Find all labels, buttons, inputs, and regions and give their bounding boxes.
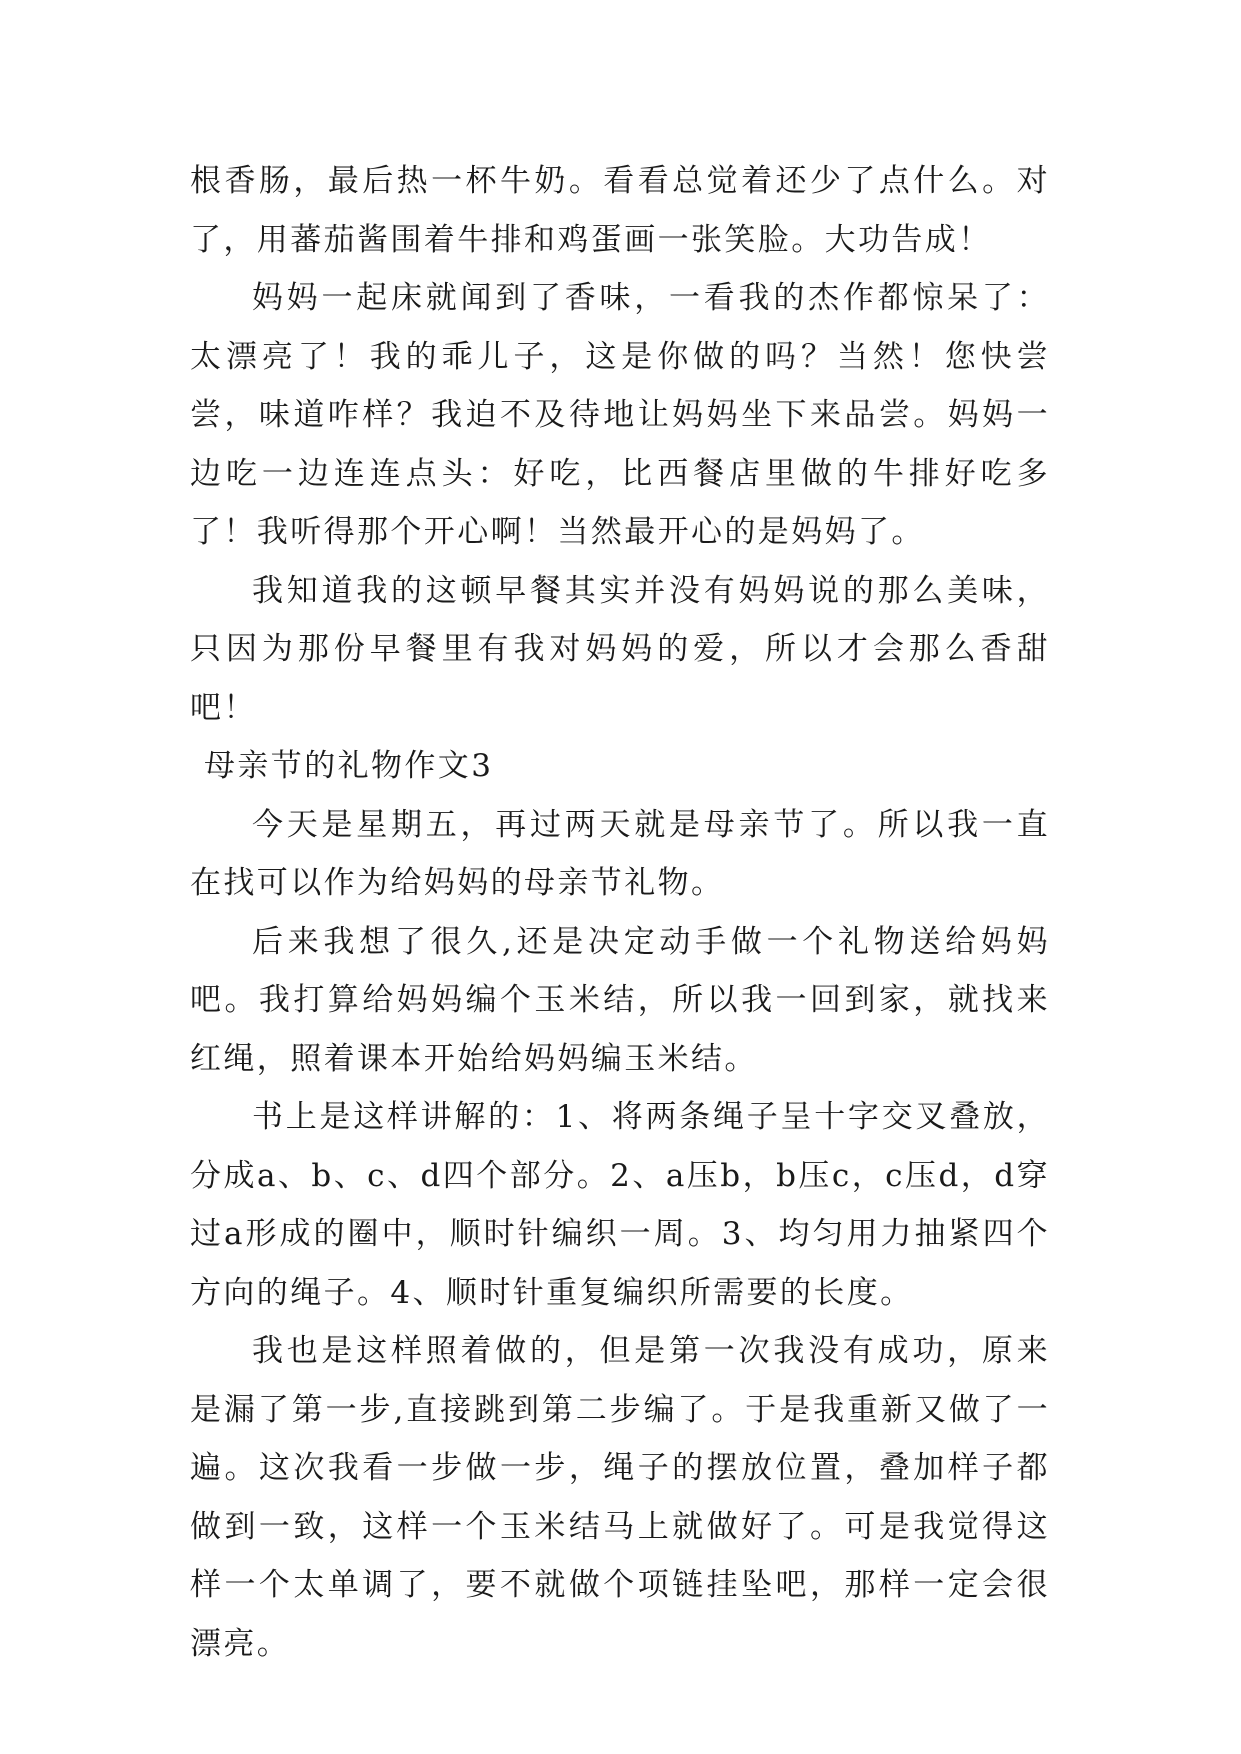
section-title: 母亲节的礼物作文3 xyxy=(204,748,494,784)
paragraph-decide-gift: 后来我想了很久,还是决定动手做一个礼物送给妈妈吧。我打算给妈妈编个玉米结，所以我一回到家，就找来红绳，照着课本开始给妈妈编玉米结。 xyxy=(190,923,1050,1077)
paragraph-instructions: 书上是这样讲解的：1、将两条绳子呈十字交叉叠放，分成a、b、c、d四个部分。2、a压b，b压c，c压d，d穿过a形成的圈中，顺时针编织一周。3、均匀用力抽紧四个方向的绳子。4、顺时针重复编织所需要的长度。 xyxy=(190,1099,1050,1311)
paragraph-friday: 今天是星期五，再过两天就是母亲节了。所以我一直在找可以作为给妈妈的母亲节礼物。 xyxy=(190,806,1050,901)
paragraph-breakfast-end: 根香肠，最后热一杯牛奶。看看总觉着还少了点什么。对了，用蕃茄酱围着牛排和鸡蛋画一张笑脸。大功告成！ xyxy=(190,163,1050,258)
paragraph-love: 我知道我的这顿早餐其实并没有妈妈说的那么美味，只因为那份早餐里有我对妈妈的爱，所以才会那么香甜吧！ xyxy=(190,572,1050,726)
paragraph-attempt: 我也是这样照着做的，但是第一次我没有成功，原来是漏了第一步,直接跳到第二步编了。于是我重新又做了一遍。这次我看一步做一步，绳子的摆放位置，叠加样子都做到一致，这样一个玉米结马上就做好了。可是我觉得这样一个太单调了，要不就做个项链挂坠吧，那样一定会很漂亮。 xyxy=(190,1333,1050,1662)
paragraph-mother-tastes: 妈妈一起床就闻到了香味，一看我的杰作都惊呆了：太漂亮了！我的乖儿子，这是你做的吗？当然！您快尝尝，味道咋样？我迫不及待地让妈妈坐下来品尝。妈妈一边吃一边连连点头：好吃，比西餐店里做的牛排好吃多了！我听得那个开心啊！当然最开心的是妈妈了。 xyxy=(190,280,1050,550)
document-body xyxy=(190,152,1050,1673)
